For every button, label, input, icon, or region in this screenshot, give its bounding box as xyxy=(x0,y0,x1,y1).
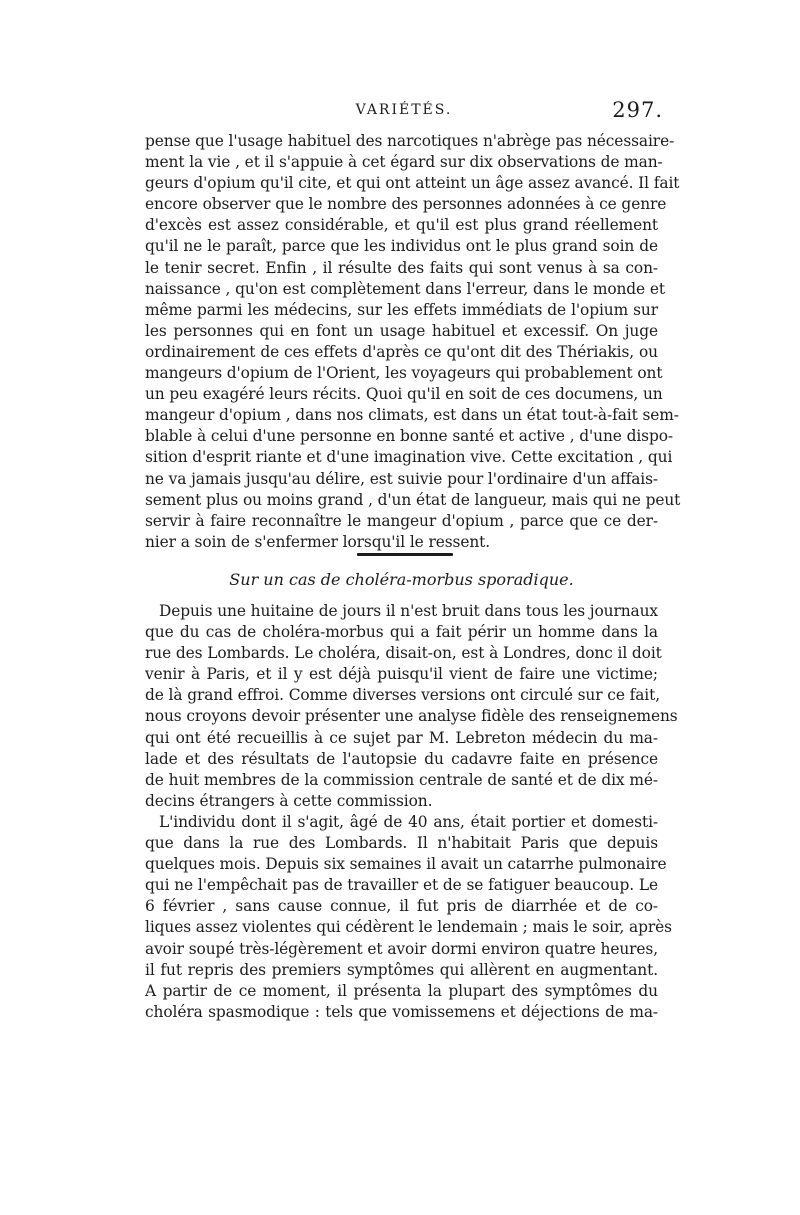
text-line: sition d'esprit riante et d'une imagination vive. Cette excitation , qui xyxy=(145,448,673,467)
text-line: ordinairement de ces effets d'après ce qu'ont dit des Thériakis, ou xyxy=(145,342,658,361)
text-line: decins étrangers à cette commission. xyxy=(145,791,433,810)
text-line: 6 février , sans cause connue, il fut pris de diarrhée et de co- xyxy=(145,897,658,916)
running-head: VARIÉTÉS. xyxy=(355,102,453,118)
text-line: il fut repris des premiers symptômes qui allèrent en augmentant. xyxy=(145,960,658,979)
text-line: L'individu dont il s'agit, âgé de 40 ans, était portier et domesti- xyxy=(159,812,658,831)
text-line: les personnes qui en font un usage habituel et excessif. On juge xyxy=(145,321,658,340)
text-line: pense que l'usage habituel des narcotiques n'abrège pas nécessaire- xyxy=(145,132,675,150)
text-line: de huit membres de la commission centrale de santé et de dix mé- xyxy=(145,770,658,789)
text-line: naissance , qu'on est complètement dans l'erreur, dans le monde et xyxy=(145,279,665,298)
section-divider xyxy=(357,553,453,556)
text-line: qui ont été recueillis à ce sujet par M. Lebreton médecin du ma- xyxy=(145,728,658,747)
paragraph-patient-case xyxy=(145,812,672,1023)
text-line: liques assez violentes qui cédèrent le lendemain ; mais le soir, après xyxy=(145,918,672,937)
text-line: servir à faire reconnaître le mangeur d'opium , parce que ce der- xyxy=(145,511,658,530)
text-line: choléra spasmodique : tels que vomissemens et déjections de ma- xyxy=(145,1002,658,1021)
text-line: encore observer que le nombre des personnes adonnées à ce genre xyxy=(145,195,667,214)
text-line: quelques mois. Depuis six semaines il avait un catarrhe pulmonaire xyxy=(145,855,667,874)
text-line: que du cas de choléra-morbus qui a fait périr un homme dans la xyxy=(145,623,658,642)
text-line: qu'il ne le paraît, parce que les individus ont le plus grand soin de xyxy=(145,237,658,256)
text-line: venir à Paris, et il y est déjà puisqu'il vient de faire une victime; xyxy=(145,665,658,684)
page-number: 297. xyxy=(612,98,663,122)
text-line: que dans la rue des Lombards. Il n'habitait Paris que depuis xyxy=(145,834,658,853)
text-line: geurs d'opium qu'il cite, et qui ont atteint un âge assez avancé. Il fait xyxy=(145,174,680,193)
text-line: mangeur d'opium , dans nos climats, est dans un état tout-à-fait sem- xyxy=(145,406,679,425)
text-line: Depuis une huitaine de jours il n'est bruit dans tous les journaux xyxy=(159,602,658,620)
article-body xyxy=(145,601,678,1023)
page-header xyxy=(145,100,663,126)
text-line: le tenir secret. Enfin , il résulte des faits qui sont venus à sa con- xyxy=(145,258,658,277)
text-line: sement plus ou moins grand , d'un état de langueur, mais qui ne peut xyxy=(145,490,681,509)
text-line: rue des Lombards. Le choléra, disait-on, est à Londres, donc il doit xyxy=(145,644,662,663)
text-line: d'excès est assez considérable, et qu'il est plus grand réellement xyxy=(145,216,658,235)
text-line: ne va jamais jusqu'au délire, est suivie pour l'ordinaire d'un affais- xyxy=(145,469,658,488)
text-line: de là grand effroi. Comme diverses versions ont circulé sur ce fait, xyxy=(145,686,660,705)
text-line: nier a soin de s'enfermer lorsqu'il le ressent. xyxy=(145,532,491,551)
text-line: nous croyons devoir présenter une analyse fidèle des renseignemens xyxy=(145,707,678,726)
text-line: lade et des résultats de l'autopsie du cadavre faite en présence xyxy=(145,749,658,768)
text-line: A partir de ce moment, il présenta la plupart des symptômes du xyxy=(145,981,658,1000)
text-line: un peu exagéré leurs récits. Quoi qu'il en soit de ces documens, un xyxy=(145,385,663,404)
paragraph-opium xyxy=(145,131,681,553)
text-line: qui ne l'empêchait pas de travailler et de se fatiguer beaucoup. Le xyxy=(145,876,658,895)
text-line: avoir soupé très-légèrement et avoir dormi environ quatre heures, xyxy=(145,939,658,958)
section-title: Sur un cas de choléra-morbus sporadique. xyxy=(229,570,574,589)
text-line: même parmi les médecins, sur les effets immédiats de l'opium sur xyxy=(145,300,658,319)
text-line: ment la vie , et il s'appuie à cet égard sur dix observations de man- xyxy=(145,153,663,172)
text-line: mangeurs d'opium de l'Orient, les voyageurs qui probablement ont xyxy=(145,364,663,383)
text-line: blable à celui d'une personne en bonne santé et active , d'une dispo- xyxy=(145,427,673,446)
paragraph-cholera-news xyxy=(145,601,678,812)
